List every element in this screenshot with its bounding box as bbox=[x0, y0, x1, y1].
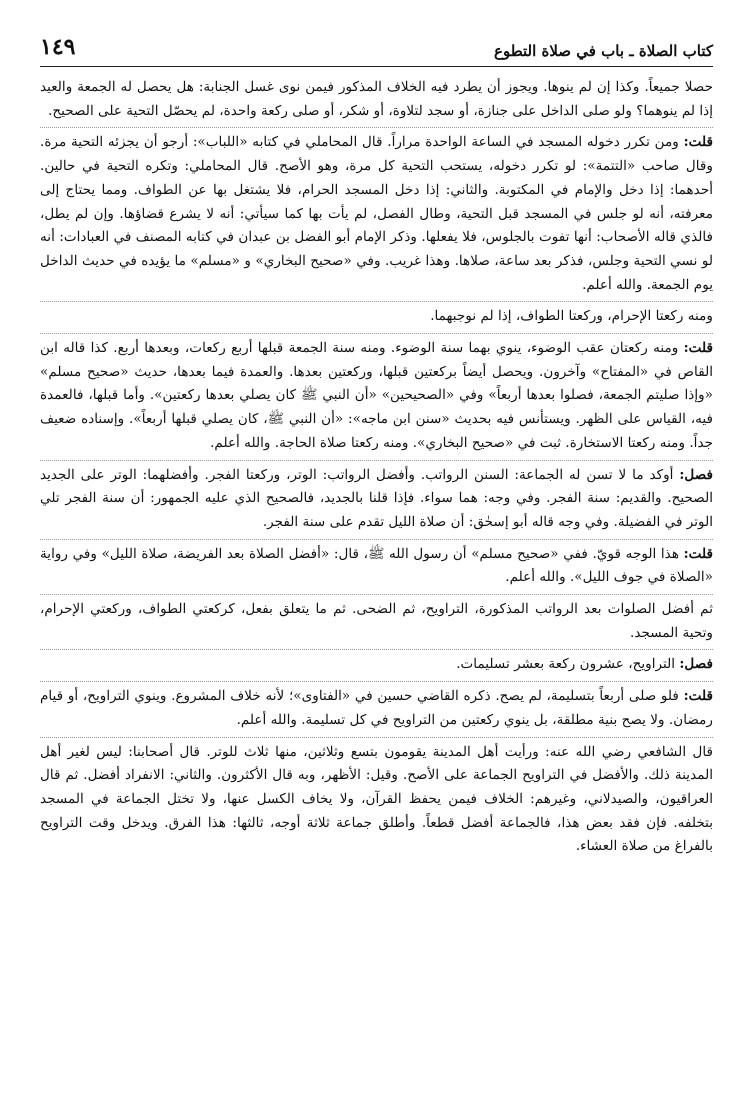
header-divider bbox=[40, 66, 713, 67]
paragraph-text: ومنه ركعتان عقب الوضوء، ينوي بهما سنة الوضوء. ومنه سنة الجمعة قبلها أربع ركعات، وبعدها أربع. كذا قاله ابن القاص في «المفتاح» وآخرون. ويحصل أيضاً بركعتين قبلها، وركعتين بعدها. والعمدة فيما بعدها، حديث «صحيح مسلم» «وإذا صليتم الجمعة، فصلوا بعدها أربعاً» وفي «الصحيحين» «أن النبي ﷺ كان يصلي بعدها ركعتين». وأما قبلها، فالعمدة فيه، القياس على الظهر. ويستأنس فيه بحديث «سنن ابن ماجه»: «أن النبي ﷺ، كان يصلي قبلها أربعاً». وإسناده ضعيف جداً. ومنه ركعتا الاستخارة. ثبت في «صحيح البخاري». ومنه ركعتا صلاة الحاجة. والله أعلم. bbox=[40, 340, 713, 451]
paragraph-label: قلت: bbox=[683, 545, 713, 562]
paragraph-text: التراويح، عشرون ركعة بعشر تسليمات. bbox=[456, 656, 676, 673]
page-body bbox=[40, 76, 713, 866]
paragraph bbox=[40, 131, 713, 302]
paragraph-text: حصلا جميعاً. وكذا إن لم ينوها. ويجوز أن يطرد فيه الخلاف المذكور فيمن نوى غسل الجنابة: هل يحصل له الجمعة والعيد إذا لم ينوهما؟ ولو صلى الداخل على جنازة، أو سجد لتلاوة، أو شكر، أو صلى ركعة واحدة، لم يحصّل التحية على الصحيح. bbox=[40, 79, 713, 119]
paragraph bbox=[40, 543, 713, 595]
paragraph bbox=[40, 305, 713, 334]
paragraph-label: قلت: bbox=[683, 134, 713, 151]
paragraph bbox=[40, 741, 713, 864]
paragraph-text: ومن تكرر دخوله المسجد في الساعة الواحدة مراراً. قال المحاملي في كتابه «اللباب»: أرجو أن يجزئه التحية مرة. وقال صاحب «التتمة»: لو تكرر دخوله، يستحب التحية كل مرة، وهو الأصح. قال المحاملي: وتكره التحية في حالين. أحدهما: إذا دخل والإمام في المكتوبة. والثاني: إذا دخل المسجد الحرام، فلا يشتغل بها عن الطواف. ومما يحتاج إلى معرفته، أنه لو جلس في المسجد قبل التحية، وطال الفصل، لم يأت بها كما سيأتي: أنه لا يشرع قضاؤها. وإن لم يطل، فالذي قاله الأصحاب: أنها تفوت بالجلوس، فلا يفعلها. وذكر الإمام أبو الفضل بن عبدان في كتابه المصنف في العبادات: أنه لو نسي التحية وجلس، فذكر بعد ساعة، صلاها. وهذا غريب. وفي «صحيح البخاري» و «مسلم» ما يؤيده في حديث الداخل يوم الجمعة. والله أعلم. bbox=[40, 134, 713, 293]
paragraph-label: فصل: bbox=[679, 656, 713, 673]
running-title: كتاب الصلاة ـ باب في صلاة التطوع bbox=[494, 42, 713, 60]
paragraph-label: قلت: bbox=[683, 340, 713, 357]
paragraph-label: فصل: bbox=[679, 466, 713, 483]
paragraph bbox=[40, 464, 713, 540]
paragraph bbox=[40, 685, 713, 737]
paragraph-text: أوكد ما لا تسن له الجماعة: السنن الرواتب. وأفضل الرواتب: الوتر، وركعتا الفجر. وأفضلهما: الوتر على الجديد الصحيح. والقديم: سنة الفجر. وفي وجه: هما سواء. فإذا قلنا بالجديد، فالصحيح الذي عليه الجمهور: أن سنة الفجر تلي الوتر في الفضيلة. وفي وجه قاله أبو إسحٰق: أن صلاة الليل تقدم على سنة الفجر. bbox=[40, 466, 713, 530]
paragraph-text: هذا الوجه قويّ. ففي «صحيح مسلم» أن رسول الله ﷺ، قال: «أفضل الصلاة بعد الفريضة، صلاة الليل» وفي رواية «الصلاة في جوف الليل». والله أعلم. bbox=[40, 545, 713, 586]
paragraph bbox=[40, 598, 713, 650]
paragraph-text: فلو صلى أربعاً بتسليمة، لم يصح. ذكره القاضي حسين في «الفتاوى»؛ لأنه خلاف المشروع. وينوي التراويح، أو قيام رمضان. ولا يصح بنية مطلقة، بل ينوي ركعتين من التراويح في كل تسليمة. والله أعلم. bbox=[40, 688, 713, 728]
paragraph bbox=[40, 653, 713, 682]
paragraph-text: ثم أفضل الصلوات بعد الرواتب المذكورة، التراويح، ثم الضحى. ثم ما يتعلق بفعل، كركعتي الطواف، وركعتي الإحرام، وتحية المسجد. bbox=[40, 601, 713, 641]
paragraph bbox=[40, 337, 713, 461]
paragraph bbox=[40, 76, 713, 128]
paragraph-text: قال الشافعي رضي الله عنه: ورأيت أهل المدينة يقومون بتسع وثلاثين، منها ثلاث للوتر. قال أصحابنا: ليس لغير أهل المدينة ذلك. والأفضل في التراويح الجماعة على الأصح. وقيل: الأظهر، وبه قال الأكثرون. والثاني: الانفراد أفضل. ثم قال العراقيون، والصيدلاني، وغيرهم: الخلاف فيمن يحفظ القرآن، ولا يخاف الكسل عنها، ولا تختل الجماعة في المسجد بتخلفه. فإن فقد بعض هذا، فالجماعة أفضل قطعاً. وأطلق جماعة ثلاثة أوجه، ثالثها: هذا الفرق. ويدخل وقت التراويح بالفراغ من صلاة العشاء. bbox=[40, 743, 713, 855]
paragraph-text: ومنه ركعتا الإحرام، وركعتا الطواف، إذا لم نوجبهما. bbox=[430, 308, 713, 325]
page-header bbox=[40, 30, 713, 60]
page-number: ١٤٩ bbox=[40, 34, 76, 60]
paragraph-label: قلت: bbox=[683, 688, 713, 705]
